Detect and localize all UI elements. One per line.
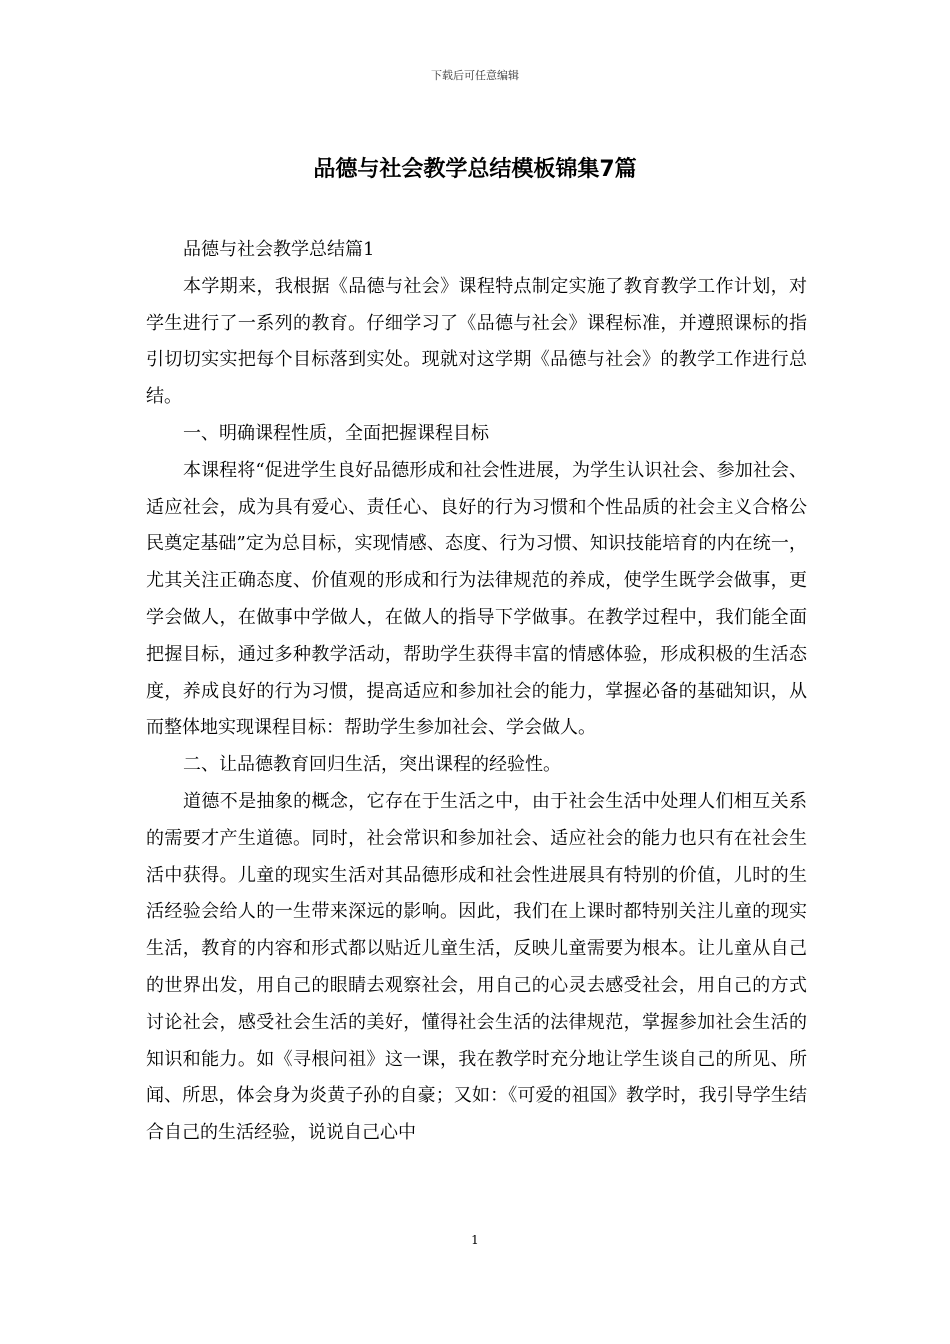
section-heading: 一、明确课程性质，全面把握课程目标	[183, 422, 489, 444]
section-heading: 二、让品德教育回归生活，突出课程的经验性。	[183, 754, 561, 776]
paragraph: 本课程将“促进学生良好品德形成和社会性进展，为学生认识社会、参加社会、适应社会，成为具有爱心、责任心、良好的行为习惯和个性品质的社会主义合格公民奠定基础”定为总目标，实现情感、态度、行为习惯、知识技能培育的内在统一，尤其关注正确态度、价值观的形成和行为法律规范的养成，使学生既学会做事，更学会做人，在做事中学做人，在做人的指导下学做事。在教学过程中，我们能全面把握目标，通过多种教学活动，帮助学生获得丰富的情感体验，形成积极的生活态度，养成良好的行为习惯，提高适应和参加社会的能力，掌握必备的基础知识，从而整体地实现课程目标：帮助学生参加社会、学会做人。	[146, 459, 807, 739]
document-body	[146, 232, 807, 1152]
paragraph: 本学期来，我根据《品德与社会》课程特点制定实施了教育教学工作计划，对学生进行了一系列的教育。仔细学习了《品德与社会》课程标准，并遵照课标的指引切切实实把每个目标落到实处。现就对这学期《品德与社会》的教学工作进行总结。	[146, 275, 807, 408]
paragraph: 道德不是抽象的概念，它存在于生活之中，由于社会生活中处理人们相互关系的需要才产生道德。同时，社会常识和参加社会、适应社会的能力也只有在社会生活中获得。儿童的现实生活对其品德形成和社会性进展具有特别的价值，儿时的生活经验会给人的一生带来深远的影响。因此，我们在上课时都特别关注儿童的现实生活，教育的内容和形式都以贴近儿童生活，反映儿童需要为根本。让儿童从自己的世界出发，用自己的眼睛去观察社会，用自己的心灵去感受社会，用自己的方式讨论社会，感受社会生活的美好，懂得社会生活的法律规范，掌握参加社会生活的知识和能力。如《寻根问祖》这一课，我在教学时充分地让学生谈自己的所见、所闻、所思，体会身为炎黄子孙的自豪；又如：《可爱的祖国》教学时，我引导学生结合自己的生活经验，说说自己心中	[146, 790, 807, 1144]
header-note: 下载后可任意编辑	[431, 69, 519, 82]
section-heading: 品德与社会教学总结篇1	[183, 239, 375, 260]
document-title: 品德与社会教学总结模板锦集7篇	[313, 157, 637, 182]
page-number: 1	[471, 1233, 479, 1247]
